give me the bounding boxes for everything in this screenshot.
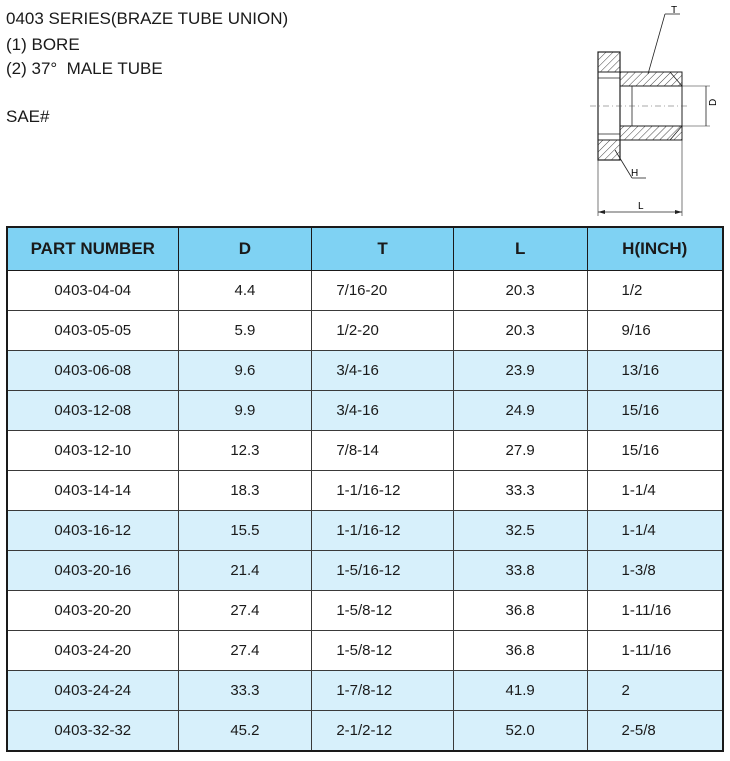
table-row bbox=[7, 631, 723, 671]
cell-h: 2 bbox=[587, 671, 723, 711]
cell-t: 1-5/8-12 bbox=[312, 591, 453, 631]
table-row bbox=[7, 591, 723, 631]
cell-l: 32.5 bbox=[453, 511, 587, 551]
spec-bore: (1) BORE bbox=[6, 35, 80, 54]
cell-t: 1-7/8-12 bbox=[312, 671, 453, 711]
cell-l: 24.9 bbox=[453, 391, 587, 431]
label-t: T bbox=[671, 5, 678, 16]
table-row bbox=[7, 351, 723, 391]
cell-l: 20.3 bbox=[453, 271, 587, 311]
table-row bbox=[7, 271, 723, 311]
table-row bbox=[7, 471, 723, 511]
col-t: T bbox=[312, 227, 453, 271]
cell-d: 15.5 bbox=[178, 511, 312, 551]
cell-h: 1-1/4 bbox=[587, 471, 723, 511]
cell-part-number: 0403-32-32 bbox=[7, 711, 178, 752]
cell-t: 1-1/16-12 bbox=[312, 511, 453, 551]
cell-part-number: 0403-16-12 bbox=[7, 511, 178, 551]
cell-part-number: 0403-24-24 bbox=[7, 671, 178, 711]
table-header-row bbox=[7, 227, 723, 271]
cell-t: 7/8-14 bbox=[312, 431, 453, 471]
cell-h: 1-3/8 bbox=[587, 551, 723, 591]
table-row bbox=[7, 551, 723, 591]
col-h: H(INCH) bbox=[587, 227, 723, 271]
table-row bbox=[7, 711, 723, 752]
cell-l: 33.8 bbox=[453, 551, 587, 591]
cell-h: 1-1/4 bbox=[587, 511, 723, 551]
table-row bbox=[7, 311, 723, 351]
series-title: 0403 SERIES(BRAZE TUBE UNION) bbox=[6, 9, 289, 28]
cell-d: 27.4 bbox=[178, 631, 312, 671]
cell-h: 1-11/16 bbox=[587, 631, 723, 671]
cell-l: 23.9 bbox=[453, 351, 587, 391]
cell-l: 27.9 bbox=[453, 431, 587, 471]
cell-h: 15/16 bbox=[587, 431, 723, 471]
table-row bbox=[7, 511, 723, 551]
cell-l: 20.3 bbox=[453, 311, 587, 351]
label-l: L bbox=[638, 201, 644, 212]
cell-t: 3/4-16 bbox=[312, 391, 453, 431]
cell-d: 12.3 bbox=[178, 431, 312, 471]
cell-h: 9/16 bbox=[587, 311, 723, 351]
cell-h: 15/16 bbox=[587, 391, 723, 431]
cell-t: 7/16-20 bbox=[312, 271, 453, 311]
cell-part-number: 0403-12-08 bbox=[7, 391, 178, 431]
cell-h: 1/2 bbox=[587, 271, 723, 311]
cell-part-number: 0403-20-20 bbox=[7, 591, 178, 631]
cell-part-number: 0403-14-14 bbox=[7, 471, 178, 511]
cell-d: 5.9 bbox=[178, 311, 312, 351]
cell-h: 13/16 bbox=[587, 351, 723, 391]
cell-part-number: 0403-05-05 bbox=[7, 311, 178, 351]
cell-d: 9.9 bbox=[178, 391, 312, 431]
cell-l: 41.9 bbox=[453, 671, 587, 711]
cell-t: 1-5/8-12 bbox=[312, 631, 453, 671]
table-row bbox=[7, 671, 723, 711]
cell-part-number: 0403-12-10 bbox=[7, 431, 178, 471]
sae-label: SAE# bbox=[6, 107, 50, 126]
cell-l: 36.8 bbox=[453, 591, 587, 631]
spec-male-tube: (2) 37° MALE TUBE bbox=[6, 59, 163, 78]
cell-d: 27.4 bbox=[178, 591, 312, 631]
label-h: H bbox=[631, 168, 639, 179]
table-row bbox=[7, 391, 723, 431]
cell-h: 1-11/16 bbox=[587, 591, 723, 631]
table-row bbox=[7, 431, 723, 471]
cell-l: 33.3 bbox=[453, 471, 587, 511]
cell-h: 2-5/8 bbox=[587, 711, 723, 752]
cell-part-number: 0403-20-16 bbox=[7, 551, 178, 591]
cell-d: 9.6 bbox=[178, 351, 312, 391]
cell-t: 1-1/16-12 bbox=[312, 471, 453, 511]
cell-d: 4.4 bbox=[178, 271, 312, 311]
col-l: L bbox=[453, 227, 587, 271]
cell-l: 52.0 bbox=[453, 711, 587, 752]
cell-t: 1-5/16-12 bbox=[312, 551, 453, 591]
label-d: D bbox=[708, 98, 719, 106]
cell-t: 1/2-20 bbox=[312, 311, 453, 351]
cell-d: 18.3 bbox=[178, 471, 312, 511]
col-part-number: PART NUMBER bbox=[7, 227, 178, 271]
cell-part-number: 0403-04-04 bbox=[7, 271, 178, 311]
cell-part-number: 0403-06-08 bbox=[7, 351, 178, 391]
cell-t: 3/4-16 bbox=[312, 351, 453, 391]
fitting-diagram bbox=[580, 0, 730, 225]
cell-t: 2-1/2-12 bbox=[312, 711, 453, 752]
cell-d: 33.3 bbox=[178, 671, 312, 711]
cell-part-number: 0403-24-20 bbox=[7, 631, 178, 671]
cell-d: 45.2 bbox=[178, 711, 312, 752]
dimension-table bbox=[6, 226, 724, 752]
col-d: D bbox=[178, 227, 312, 271]
cell-d: 21.4 bbox=[178, 551, 312, 591]
cell-l: 36.8 bbox=[453, 631, 587, 671]
